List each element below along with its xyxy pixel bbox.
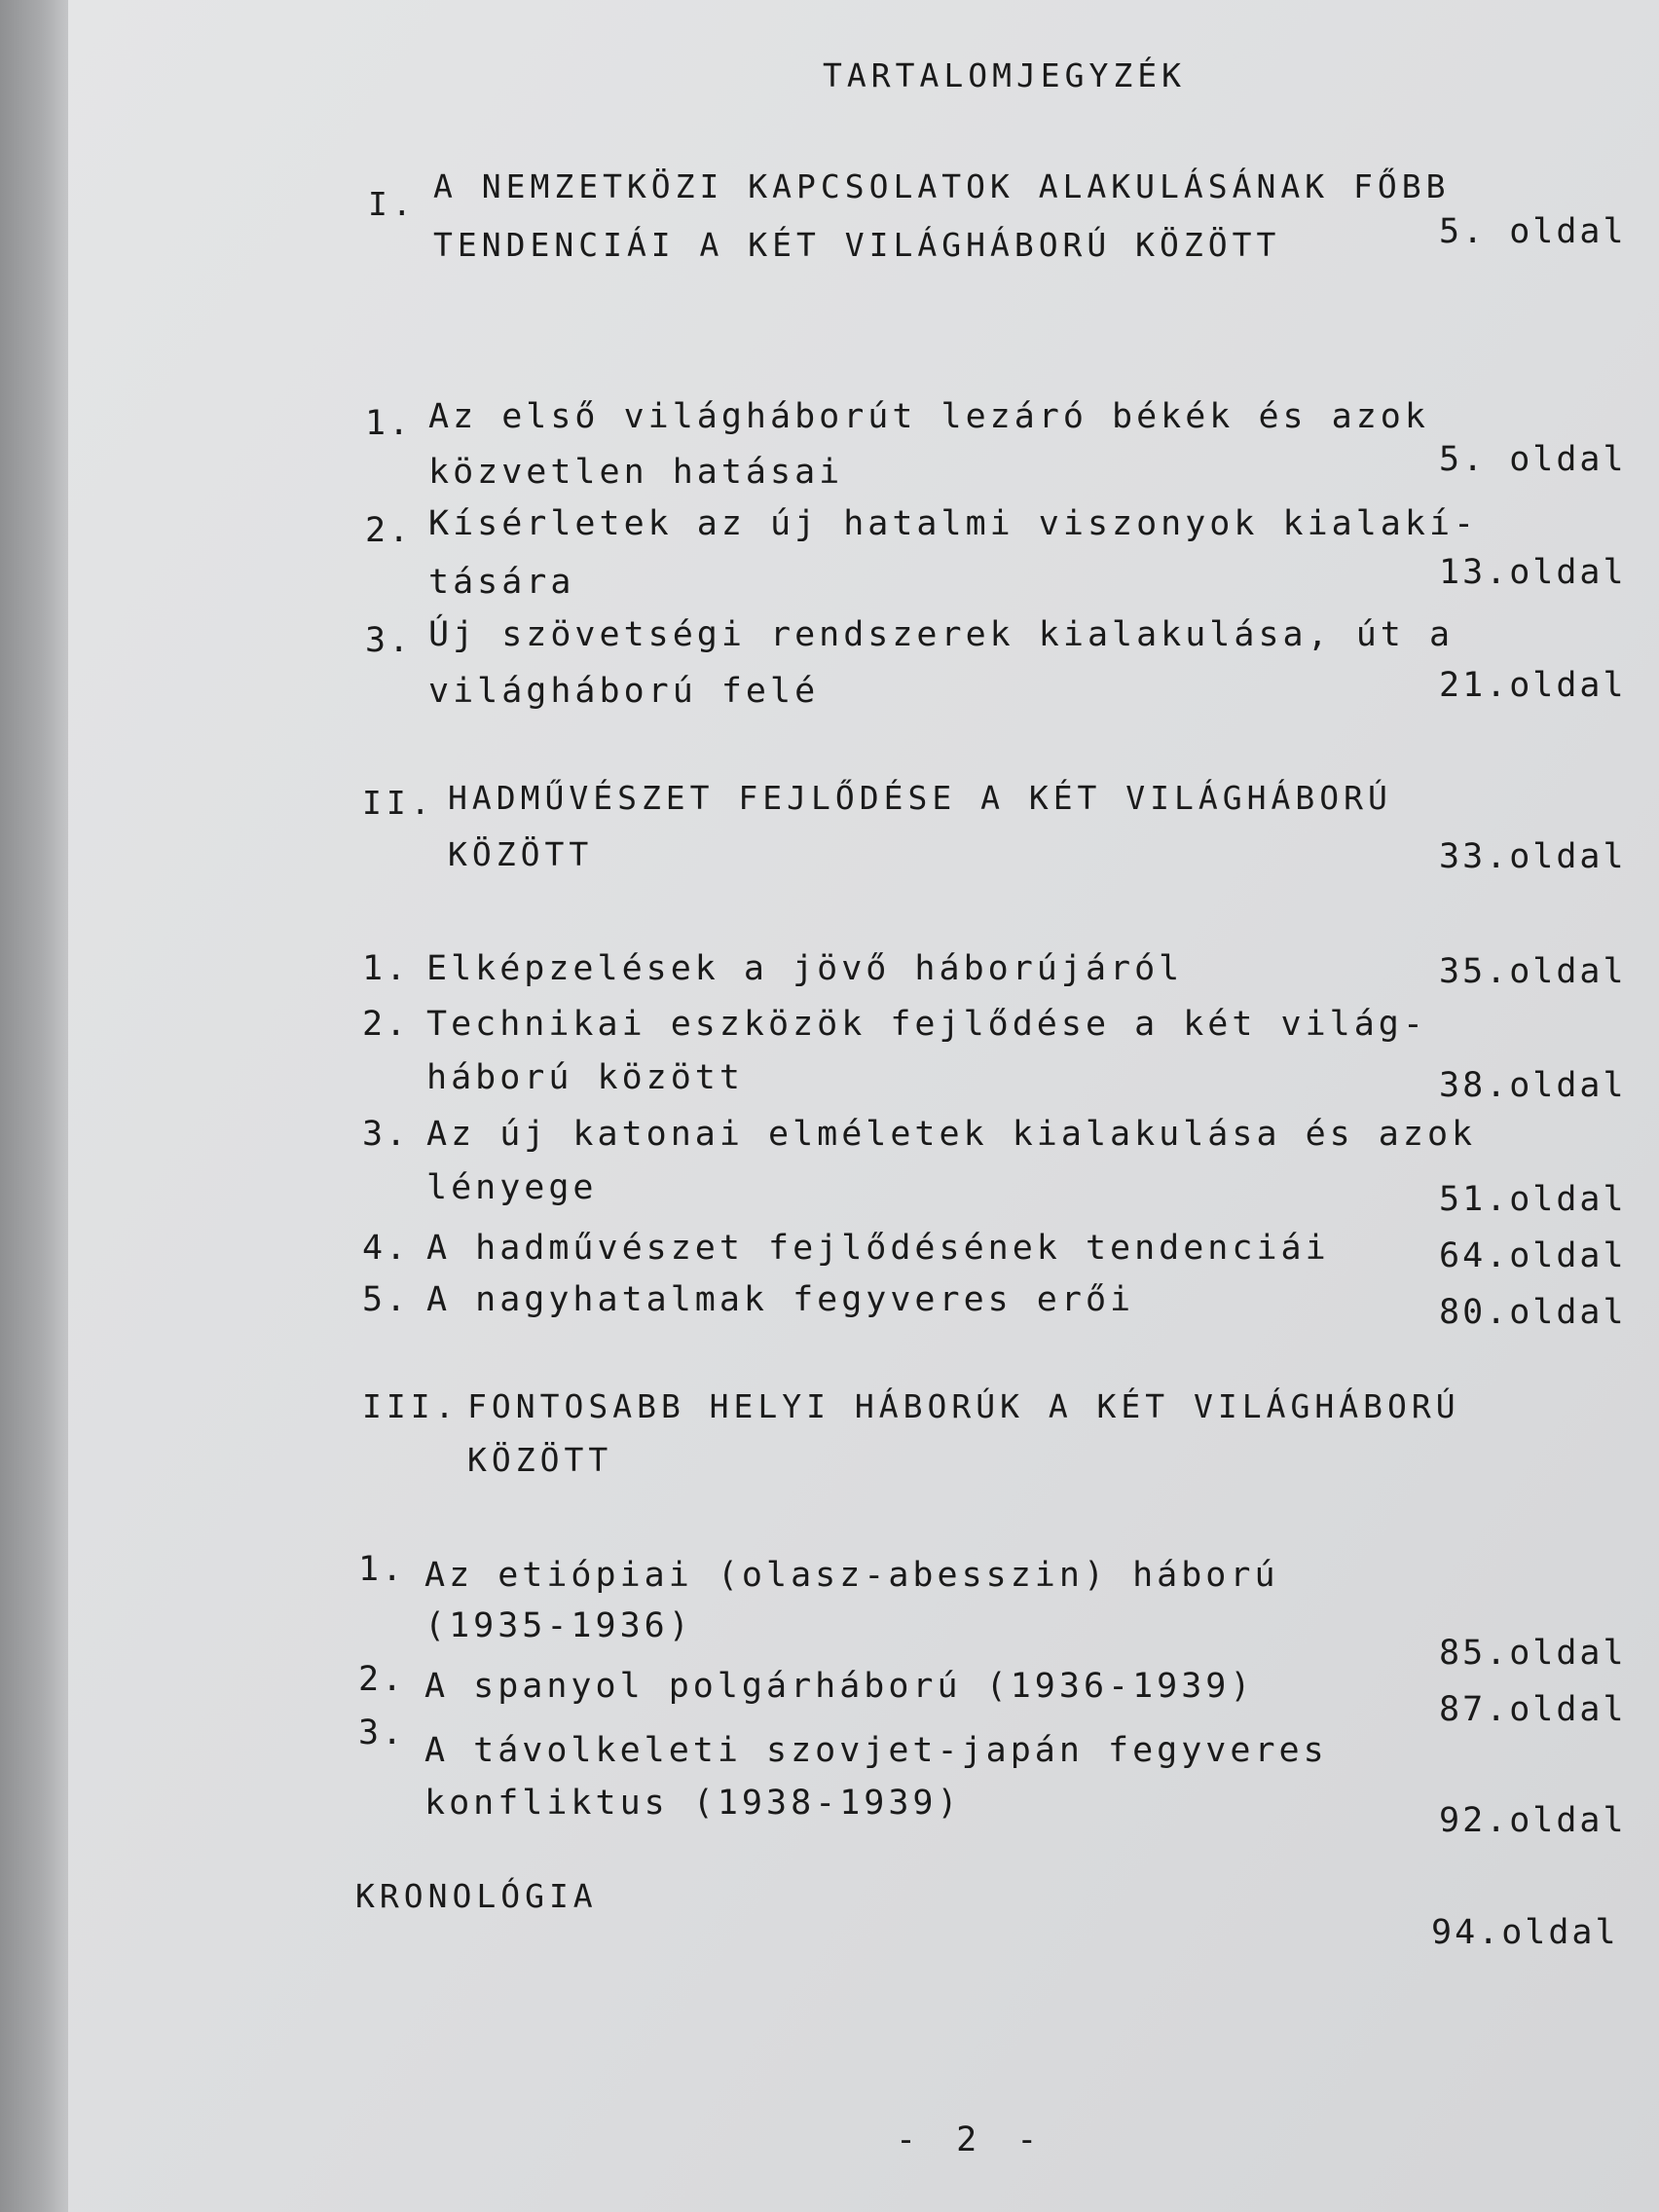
part-2-item-5-page: 80.oldal [1439,1293,1627,1332]
part-2-item-3-line-1: Az új katonai elméletek kialakulása és azok [426,1115,1477,1154]
part-1-item-3-line-2: világháború felé [428,672,820,711]
part-1-heading-line-2: TENDENCIÁI A KÉT VILÁGHÁBORÚ KÖZÖTT [433,226,1281,264]
part-2-item-3-line-2: lényege [426,1168,598,1207]
part-1-item-1-page: 5. oldal [1439,440,1627,479]
part-2-item-4-page: 64.oldal [1439,1236,1627,1275]
part-2-item-4-line-1: A hadművészet fejlődésének tendenciái [426,1229,1330,1268]
toc-title: TARTALOMJEGYZÉK [823,56,1187,94]
part-2-item-2-page: 38.oldal [1439,1066,1627,1105]
part-3-heading-line-2: KÖZÖTT [467,1441,613,1479]
part-2-item-5-number: 5. [362,1280,410,1319]
part-2-heading-line-1: HADMŰVÉSZET FEJLŐDÉSE A KÉT VILÁGHÁBORÚ [448,779,1392,817]
part-2-page: 33.oldal [1439,837,1627,876]
part-2-item-2-line-2: háború között [426,1058,744,1097]
part-2-item-3-page: 51.oldal [1439,1180,1627,1219]
part-2-item-1-number: 1. [362,949,410,988]
part-1-page: 5. oldal [1439,212,1627,251]
part-2-item-5-line-1: A nagyhatalmak fegyveres erői [426,1280,1135,1319]
part-2-item-2-number: 2. [362,1005,410,1044]
part-1-item-3-page: 21.oldal [1439,666,1627,705]
part-1-item-1-number: 1. [365,404,413,443]
part-3-item-3-number: 3. [358,1714,406,1752]
part-2-item-4-number: 4. [362,1229,410,1268]
part-3-item-2-page: 87.oldal [1439,1690,1627,1729]
part-1-item-1-line-1: Az első világháborút lezáró békék és azok [428,397,1429,436]
part-1-item-2-page: 13.oldal [1439,553,1627,592]
part-1-heading-line-1: A NEMZETKÖZI KAPCSOLATOK ALAKULÁSÁNAK FŐBB [433,167,1451,205]
page-number: - 2 - [896,2120,1048,2159]
part-1-item-2-line-2: tására [428,563,575,602]
part-3-item-2-number: 2. [358,1660,406,1699]
part-3-item-1-line-2: (1935-1936) [424,1606,693,1645]
part-3-heading-line-1: FONTOSABB HELYI HÁBORÚK A KÉT VILÁGHÁBORÚ [467,1387,1460,1425]
part-3-numeral: III. [362,1387,460,1425]
part-3-item-1-line-1: Az etiópiai (olasz-abesszin) háború [424,1556,1279,1595]
part-3-item-1-page: 85.oldal [1439,1634,1627,1673]
part-3-item-2-line-1: A spanyol polgárháború (1936-1939) [424,1667,1255,1706]
part-2-item-1-page: 35.oldal [1439,952,1627,991]
part-1-numeral: I. [368,185,417,223]
part-3-item-3-page: 92.oldal [1439,1801,1627,1840]
part-1-item-1-line-2: közvetlen hatásai [428,453,844,492]
part-1-item-3-number: 3. [365,621,413,660]
part-2-heading-line-2: KÖZÖTT [448,835,594,873]
chronology-page: 94.oldal [1431,1913,1619,1952]
page-edge-shadow [0,0,68,2212]
part-3-item-1-number: 1. [358,1550,406,1589]
part-3-item-3-line-2: konfliktus (1938-1939) [424,1784,962,1823]
part-1-item-2-number: 2. [365,511,413,550]
part-2-numeral: II. [362,784,435,822]
part-2-item-2-line-1: Technikai eszközök fejlődése a két világ- [426,1005,1427,1044]
document-page [68,0,1659,2212]
chronology-label: KRONOLÓGIA [355,1877,598,1915]
part-3-item-3-line-1: A távolkeleti szovjet-japán fegyveres [424,1731,1328,1770]
part-1-item-3-line-1: Új szövetségi rendszerek kialakulása, út a [428,615,1455,654]
part-2-item-1-line-1: Elképzelések a jövő háborújáról [426,949,1184,988]
part-2-item-3-number: 3. [362,1115,410,1154]
part-1-item-2-line-1: Kísérletek az új hatalmi viszonyok kialakí- [428,504,1479,543]
